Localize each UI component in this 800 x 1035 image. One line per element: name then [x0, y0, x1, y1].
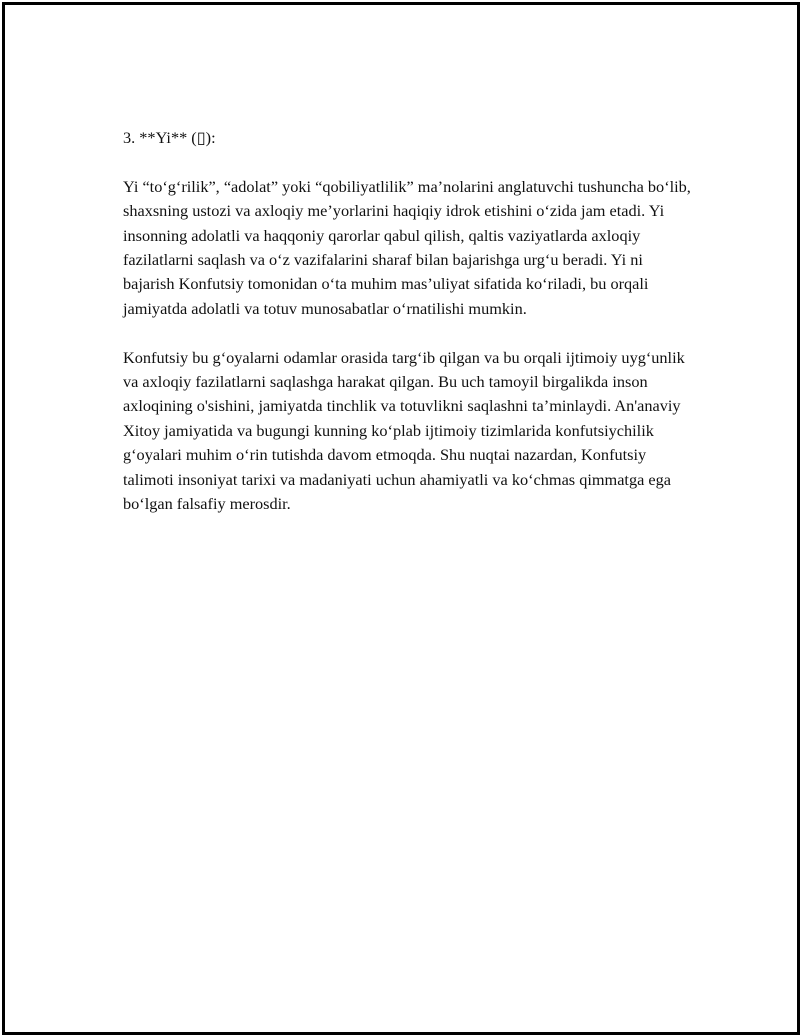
section-heading: 3. **Yi** (▯): [123, 128, 216, 147]
paragraph-conclusion: Konfutsiy bu g‘oyalarni odamlar orasida targ‘ib qilgan va bu orqali ijtimoiy uyg‘unlik va axloqiy fazilatlarni saqlashga harakat qilgan. Bu uch tamoyil birgalikda inson axloqining o'sishini, jamiyatda tinchlik va totuvlikni saqlashni ta’minlaydi. An'anaviy Xitoy jamiyatida va bugungi kunning ko‘plab ijtimoiy tizimlarida konfutsiychilik g‘oyalari muhim o‘rin tutishda davom etmoqda. Shu nuqtai nazardan, Konfutsiy talimoti insoniyat tarixi va madaniyati uchun ahamiyatli va ko‘chmas qimmatga ega bo‘lgan falsafiy merosdir. [123, 347, 685, 514]
paragraph-yi-definition: Yi “to‘g‘rilik”, “adolat” yoki “qobiliyatlilik” ma’nolarini anglatuvchi tushuncha bo‘lib, shaxsning ustozi va axloqiy me’yorlarini haqiqiy idrok etishini o‘zida jam etadi. Yi insonning adolatli va haqqoniy qarorlar qabul qilish, qaltis vaziyatlarda axloqiy fazilatlarni saqlash va o‘z vazifalarini sharaf bilan bajarishga urg‘u beradi. Yi ni bajarish Konfutsiy tomonidan o‘ta muhim mas’uliyat sifatida ko‘riladi, bu orqali jamiyatda adolatli va totuv munosabatlar o‘rnatilishi mumkin. [123, 176, 691, 318]
document-body [123, 126, 695, 541]
page-frame [2, 2, 800, 1035]
